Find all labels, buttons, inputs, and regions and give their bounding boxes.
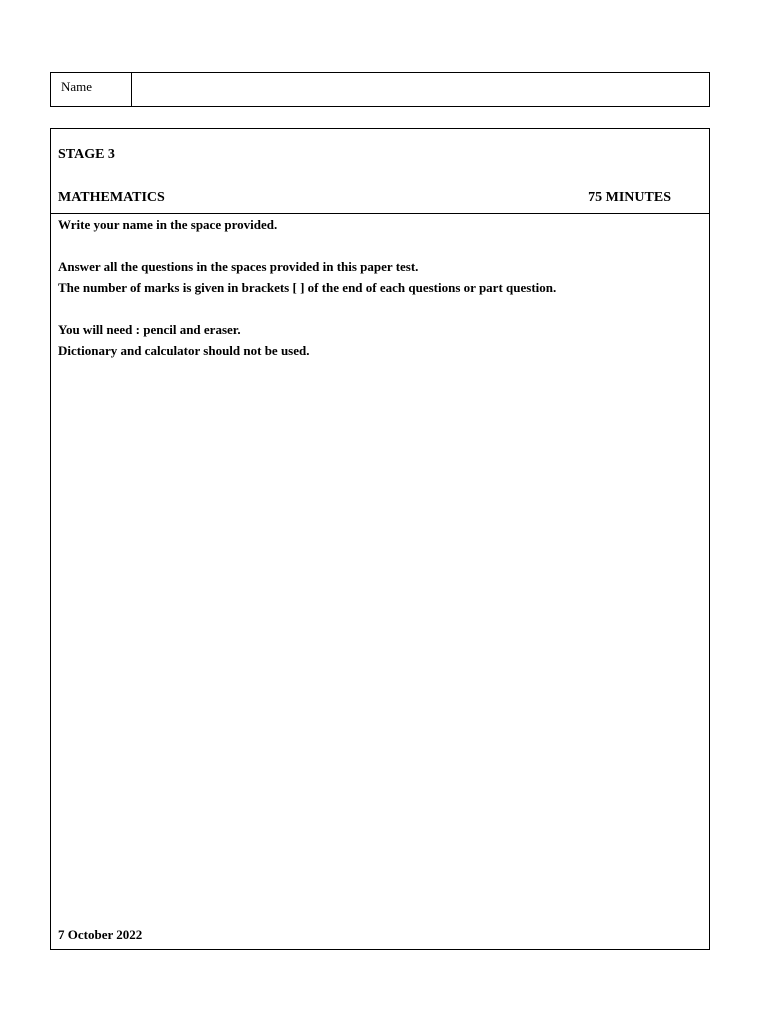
name-field[interactable] (132, 73, 709, 106)
exam-header (51, 129, 709, 214)
instruction-line: Write your name in the space provided. (58, 217, 278, 232)
instruction-line: You will need : pencil and eraser. (58, 322, 241, 337)
stage-label: STAGE 3 (58, 147, 115, 162)
name-box (50, 72, 710, 107)
subject-label: MATHEMATICS (58, 190, 165, 205)
duration-label: 75 MINUTES (588, 190, 671, 205)
instruction-line: The number of marks is given in brackets [ ] of the end of each questions or part question. (58, 280, 557, 295)
spacer (58, 298, 556, 319)
exam-date: 7 October 2022 (58, 927, 143, 942)
instruction-line: Dictionary and calculator should not be used. (58, 343, 310, 358)
cover-box (50, 128, 710, 950)
spacer (58, 235, 556, 256)
name-label: Name (51, 73, 132, 106)
instructions (58, 214, 556, 361)
instruction-line: Answer all the questions in the spaces provided in this paper test. (58, 259, 419, 274)
